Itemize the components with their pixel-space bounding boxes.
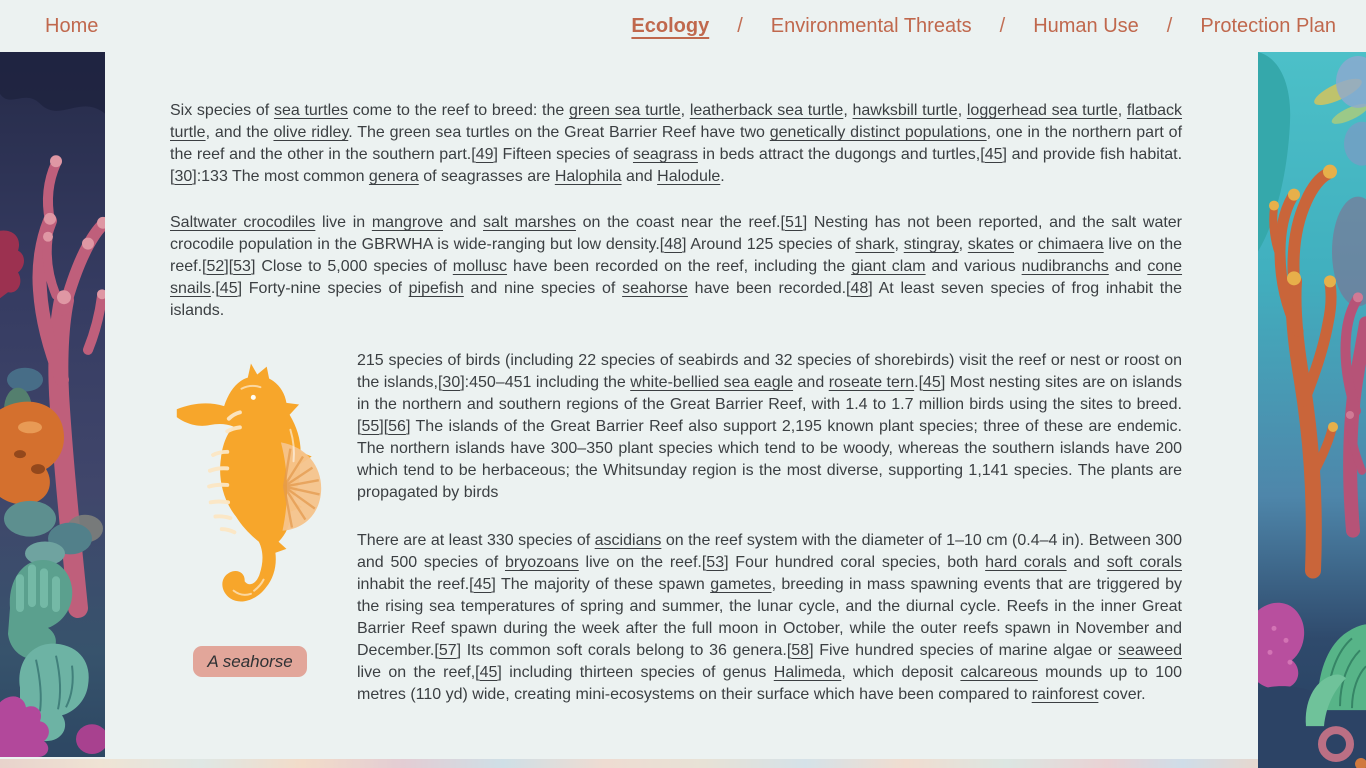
left-reef-illustration <box>0 52 105 757</box>
text-link[interactable]: Saltwater crocodiles <box>170 214 316 231</box>
text-link[interactable]: ascidians <box>594 532 662 549</box>
text-run: ] and provide fish habitat.[ <box>170 146 1183 185</box>
text-run: on the coast near the reef.[ <box>575 214 785 231</box>
text-link[interactable]: rainforest <box>1031 686 1099 703</box>
text-run: come to the reef to breed: the <box>348 102 569 119</box>
paragraph-sea-turtles <box>170 100 1182 188</box>
text-link[interactable]: cone snails <box>170 258 1183 297</box>
text-link[interactable]: 45 <box>473 576 492 593</box>
seahorse-illustration <box>172 354 322 638</box>
text-run: have been recorded on the reef, including the <box>507 258 852 275</box>
text-link[interactable]: leatherback sea turtle <box>689 102 844 119</box>
text-run: ] Forty-nine species of <box>237 280 409 297</box>
coral-painting-left-svg <box>0 52 105 757</box>
right-reef-illustration <box>1258 52 1366 768</box>
text-link[interactable]: green sea turtle <box>568 102 681 119</box>
text-run: , <box>958 236 968 253</box>
text-link[interactable]: loggerhead sea turtle <box>966 102 1118 119</box>
text-run: , which deposit <box>841 664 961 681</box>
text-link[interactable]: nudibranchs <box>1021 258 1109 275</box>
text-link[interactable]: hard corals <box>985 554 1067 571</box>
coral-painting-right-svg <box>1258 52 1366 768</box>
text-run: , <box>957 102 967 119</box>
main-article <box>170 100 1182 706</box>
text-link[interactable]: 51 <box>784 214 803 231</box>
text-link[interactable]: 45 <box>219 280 238 297</box>
text-run: live in <box>315 214 372 231</box>
paragraph-birds-plants <box>357 350 1182 504</box>
text-link[interactable]: 48 <box>664 236 683 253</box>
text-link[interactable]: 53 <box>233 258 251 275</box>
text-run: or <box>1014 236 1038 253</box>
nav-section-links <box>631 15 1336 38</box>
text-run: .[ <box>210 280 220 297</box>
text-run: of seagrasses are <box>418 168 555 185</box>
figure-text-column <box>357 350 1182 706</box>
text-run: . The green sea turtles on the Great Barrier Reef have two <box>348 124 770 141</box>
text-run: have been recorded.[ <box>687 280 851 297</box>
text-link[interactable]: 49 <box>475 146 494 163</box>
text-link[interactable]: genetically distinct populations <box>769 124 987 141</box>
nav-item-protection-plan[interactable]: Protection Plan <box>1200 14 1336 37</box>
text-link[interactable]: genera <box>368 168 419 185</box>
text-run: . <box>720 168 725 185</box>
text-link[interactable]: white-bellied sea eagle <box>630 374 794 391</box>
top-navbar <box>0 0 1366 52</box>
text-link[interactable]: roseate tern <box>828 374 915 391</box>
text-run: ] At least seven species of frog inhabit the islands. <box>170 280 1183 319</box>
text-link[interactable]: flatback turtle <box>170 102 1183 141</box>
text-link[interactable]: 45 <box>984 146 1003 163</box>
text-run: ] Around 125 species of <box>682 236 856 253</box>
bottom-reef-strip <box>0 759 1258 768</box>
text-run: ] Four hundred coral species, both <box>724 554 986 571</box>
text-run: ]:133 The most common <box>192 168 369 185</box>
text-run: , <box>894 236 904 253</box>
text-link[interactable]: sea turtles <box>273 102 349 119</box>
text-run: live on the reef,[ <box>357 664 480 681</box>
text-run: live on the reef.[ <box>578 554 707 571</box>
text-link[interactable]: 58 <box>791 642 810 659</box>
text-run: and <box>621 168 658 185</box>
text-link[interactable]: mollusc <box>452 258 508 275</box>
text-run: ] The islands of the Great Barrier Reef also support 2,195 known plant species; three of these are endemic. The northern islands have 300–350 plant species which tend to be woody, whereas the southern islands have 200 which tend to be herbaceous; the Whitsunday region is the most diverse, supporting 1,141 species. The plants are propagated by birds <box>357 418 1182 501</box>
text-link[interactable]: chimaera <box>1037 236 1104 253</box>
text-link[interactable]: bryozoans <box>504 554 579 571</box>
nav-item-ecology[interactable]: Ecology <box>631 14 710 37</box>
text-run: ]:450–451 including the <box>460 374 631 391</box>
text-run: and <box>793 374 829 391</box>
text-run: , <box>1117 102 1127 119</box>
text-link[interactable]: 57 <box>438 642 457 659</box>
text-run: ] including thirteen species of genus <box>497 664 774 681</box>
text-link[interactable]: Halodule <box>657 168 721 185</box>
text-link[interactable]: calcareous <box>960 664 1038 681</box>
text-link[interactable]: gametes <box>710 576 772 593</box>
text-link[interactable]: 56 <box>388 418 406 435</box>
text-link[interactable]: Halimeda <box>773 664 842 681</box>
text-run: cover. <box>1098 686 1146 703</box>
text-link[interactable]: stingray <box>903 236 959 253</box>
paragraph-corals-algae <box>357 530 1182 706</box>
nav-item-home[interactable]: Home <box>45 14 99 37</box>
text-link[interactable]: 45 <box>923 374 941 391</box>
text-run: live on the reef.[ <box>170 236 1183 275</box>
text-run: , one in the northern part of the reef and the other in the southern part.[ <box>170 124 1183 163</box>
text-run: , and the <box>205 124 274 141</box>
nav-item-environmental-threats[interactable]: Environmental Threats <box>770 14 972 37</box>
text-run: ] Nesting has not been reported, and the salt water crocodile population in the GBRWHA is wide-ranging but low density.[ <box>170 214 1183 253</box>
text-run: ] Fifteen species of <box>493 146 633 163</box>
text-run: Six species of <box>170 102 274 119</box>
text-run: , breeding in mass spawning events that are triggered by the rising sea temperatures of spring and summer, the lunar cycle, and the diurnal cycle. Reefs in the inner Great Barrier Reef spawn during the week after the full moon in October, while the outer reefs spawn in November and December.[ <box>357 576 1182 659</box>
text-run: and various <box>925 258 1022 275</box>
nav-separator: / <box>999 14 1006 37</box>
text-link[interactable]: 48 <box>850 280 869 297</box>
nav-separator: / <box>1166 14 1173 37</box>
figure-caption: A seahorse <box>193 646 306 677</box>
text-run: ][ <box>224 258 234 275</box>
text-link[interactable]: hawksbill turtle <box>852 102 958 119</box>
text-link[interactable]: salt marshes <box>483 214 576 231</box>
text-run: , <box>680 102 690 119</box>
nav-item-human-use[interactable]: Human Use <box>1033 14 1139 37</box>
text-run: ] Five hundred species of marine algae or <box>809 642 1118 659</box>
seahorse-figure <box>170 354 330 677</box>
text-run: ] Close to 5,000 species of <box>250 258 453 275</box>
text-run: and <box>1066 554 1107 571</box>
text-run: ][ <box>379 418 389 435</box>
text-link[interactable]: 52 <box>206 258 225 275</box>
text-run: , <box>843 102 853 119</box>
text-run: inhabit the reef.[ <box>357 576 474 593</box>
text-link[interactable]: soft corals <box>1106 554 1182 571</box>
text-link[interactable]: seagrass <box>632 146 698 163</box>
text-link[interactable]: giant clam <box>851 258 926 275</box>
text-run: and <box>443 214 484 231</box>
text-link[interactable]: seahorse <box>622 280 688 297</box>
text-link[interactable]: pipefish <box>408 280 464 297</box>
text-link[interactable]: mangrove <box>371 214 443 231</box>
text-run: ] The majority of these spawn <box>491 576 711 593</box>
text-link[interactable]: shark <box>855 236 895 253</box>
text-link[interactable]: 30 <box>442 374 461 391</box>
nav-separator: / <box>737 14 743 37</box>
text-link[interactable]: 55 <box>361 418 380 435</box>
text-link[interactable]: olive ridley <box>273 124 349 141</box>
text-link[interactable]: Halophila <box>554 168 622 185</box>
text-run: ] Its common soft corals belong to 36 genera.[ <box>456 642 792 659</box>
text-run: .[ <box>914 374 924 391</box>
text-run: and nine species of <box>463 280 623 297</box>
text-link[interactable]: 30 <box>174 168 193 185</box>
text-link[interactable]: skates <box>967 236 1015 253</box>
text-run: and <box>1108 258 1148 275</box>
text-run: on the reef system with the diameter of 1–10 cm (0.4–4 in). Between 300 and 500 species of <box>357 532 1183 571</box>
text-run: ] Most nesting sites are on islands in the northern and southern regions of the Great Barrier Reef, with 1.4 to 1.7 million birds using the sites to breed.[ <box>357 374 1183 435</box>
text-link[interactable]: 53 <box>706 554 725 571</box>
text-run: 215 species of birds (including 22 species of seabirds and 32 species of shorebirds) visit the reef or nest or roost on the islands,[ <box>357 352 1182 391</box>
text-link[interactable]: 45 <box>479 664 498 681</box>
figure-and-text-block <box>170 350 1182 706</box>
text-run: mounds up to 100 metres (110 yd) wide, creating mini-ecosystems on their surface which have been compared to <box>357 664 1183 703</box>
text-run: There are at least 330 species of <box>357 532 595 549</box>
text-link[interactable]: seaweed <box>1117 642 1182 659</box>
paragraph-crocodiles-molluscs <box>170 212 1182 322</box>
figure-column <box>170 350 357 677</box>
text-run: in beds attract the dugongs and turtles,[ <box>697 146 985 163</box>
